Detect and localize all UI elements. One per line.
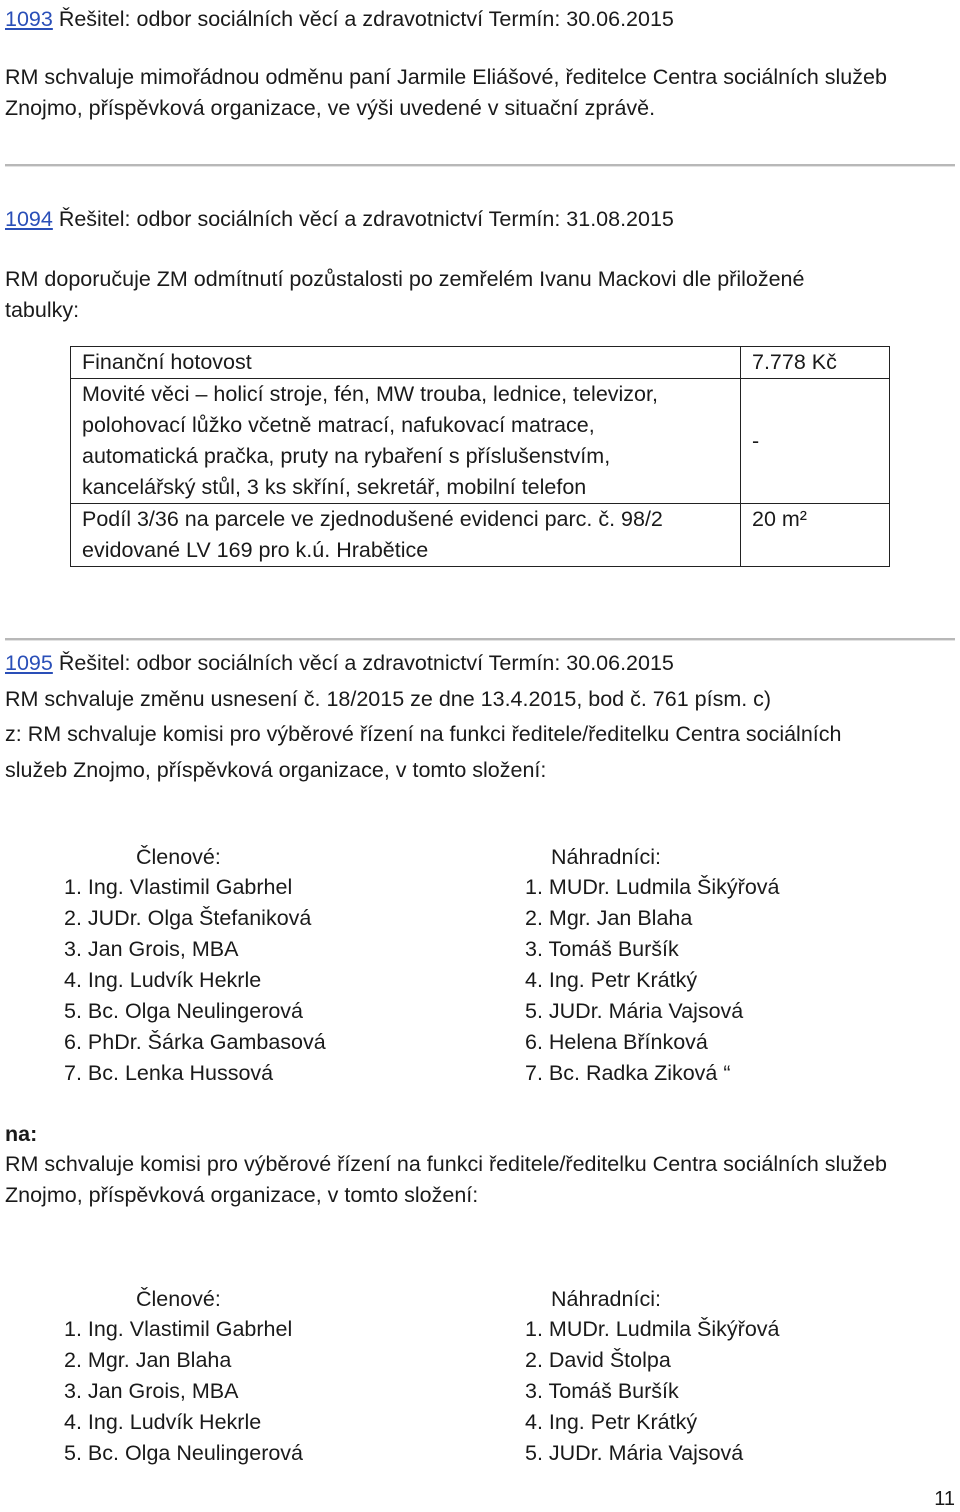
section-divider bbox=[5, 638, 955, 641]
estate-value: 20 m² bbox=[741, 504, 890, 567]
list-item: 3. Tomáš Buršík bbox=[525, 1379, 679, 1403]
list-item: 7. Bc. Lenka Hussová bbox=[64, 1061, 274, 1085]
list-item: 5. JUDr. Mária Vajsová bbox=[525, 999, 744, 1023]
list-item: 2. Mgr. Jan Blaha bbox=[525, 906, 693, 930]
estate-item: Podíl 3/36 na parcele ve zjednodušené evidenci parc. č. 98/2 evidované LV 169 pro k.ú. Hrabětice bbox=[71, 504, 741, 567]
list-item: 1. Ing. Vlastimil Gabrhel bbox=[64, 875, 293, 899]
substitutes-heading-new: Náhradníci: bbox=[551, 1287, 661, 1311]
resolution-1093-text-line-2: Znojmo, příspěvková organizace, ve výši uvedené v situační zprávě. bbox=[5, 96, 656, 120]
estate-row-movables bbox=[71, 379, 890, 504]
na-label: na: bbox=[5, 1122, 38, 1146]
list-item: 5. Bc. Olga Neulingerová bbox=[64, 1441, 304, 1465]
list-item: 5. Bc. Olga Neulingerová bbox=[64, 999, 304, 1023]
section-divider bbox=[5, 164, 955, 167]
resolution-1094-text-line-1: RM doporučuje ZM odmítnutí pozůstalosti po zemřelém Ivanu Mackovi dle přiložené bbox=[5, 267, 805, 291]
na-text-line-2: Znojmo, příspěvková organizace, v tomto složení: bbox=[5, 1183, 479, 1207]
list-item: 3. Jan Grois, MBA bbox=[64, 937, 239, 961]
list-item: 2. Mgr. Jan Blaha bbox=[64, 1348, 232, 1372]
resolution-1095-change-text: RM schvaluje změnu usnesení č. 18/2015 ze dne 13.4.2015, bod č. 761 písm. c) bbox=[5, 687, 772, 711]
estate-value: 7.778 Kč bbox=[741, 347, 890, 379]
substitutes-list-old bbox=[525, 872, 780, 1089]
resolution-1095-z-line-1: z: RM schvaluje komisi pro výběrové řízení na funkci ředitele/ředitelku Centra sociálních bbox=[5, 722, 842, 746]
na-text-line-1: RM schvaluje komisi pro výběrové řízení na funkci ředitele/ředitelku Centra sociálních služeb bbox=[5, 1152, 887, 1176]
page-number: 11 bbox=[934, 1488, 955, 1510]
list-item: 4. Ing. Ludvík Hekrle bbox=[64, 968, 262, 992]
list-item: 2. JUDr. Olga Štefaniková bbox=[64, 906, 312, 930]
list-item: 4. Ing. Ludvík Hekrle bbox=[64, 1410, 262, 1434]
list-item: 3. Jan Grois, MBA bbox=[64, 1379, 239, 1403]
substitutes-heading-old: Náhradníci: bbox=[551, 845, 661, 869]
list-item: 1. Ing. Vlastimil Gabrhel bbox=[64, 1317, 293, 1341]
resolution-1094-text-line-2: tabulky: bbox=[5, 298, 80, 322]
resolution-1094-responsible: Řešitel: odbor sociálních věcí a zdravotnictví Termín: 31.08.2015 bbox=[52, 207, 674, 231]
members-heading-new: Členové: bbox=[136, 1287, 221, 1311]
substitutes-list-new bbox=[525, 1314, 780, 1469]
estate-table bbox=[70, 346, 890, 567]
members-list-old bbox=[64, 872, 326, 1089]
resolution-1094-heading bbox=[5, 204, 674, 235]
list-item: 6. Helena Břínková bbox=[525, 1030, 708, 1054]
resolution-1093-link[interactable]: 1093 bbox=[5, 7, 53, 31]
estate-item: Movité věci – holicí stroje, fén, MW trouba, lednice, televizor, polohovací lůžko včetně matrací, nafukovací matrace, automatická pračka, pruty na rybaření s příslušenstvím, kancelářský stůl, 3 ks skříní, sekretář, mobilní telefon bbox=[71, 379, 741, 504]
estate-value: - bbox=[741, 379, 890, 504]
resolution-1095-link[interactable]: 1095 bbox=[5, 651, 53, 675]
resolution-1095-responsible: Řešitel: odbor sociálních věcí a zdravotnictví Termín: 30.06.2015 bbox=[52, 651, 674, 675]
list-item: 6. PhDr. Šárka Gambasová bbox=[64, 1030, 326, 1054]
resolution-1095-heading bbox=[5, 648, 674, 679]
estate-row-parcel-share bbox=[71, 504, 890, 567]
resolution-1095-z-line-2: služeb Znojmo, příspěvková organizace, v tomto složení: bbox=[5, 758, 547, 782]
list-item: 7. Bc. Radka Ziková “ bbox=[525, 1061, 731, 1085]
estate-row-cash bbox=[71, 347, 890, 379]
estate-item: Finanční hotovost bbox=[71, 347, 741, 379]
list-item: 2. David Štolpa bbox=[525, 1348, 671, 1372]
list-item: 4. Ing. Petr Krátký bbox=[525, 968, 698, 992]
resolution-1093-responsible: Řešitel: odbor sociálních věcí a zdravotnictví Termín: 30.06.2015 bbox=[52, 7, 674, 31]
list-item: 5. JUDr. Mária Vajsová bbox=[525, 1441, 744, 1465]
resolution-1093-heading bbox=[5, 4, 674, 35]
list-item: 1. MUDr. Ludmila Šikýřová bbox=[525, 875, 780, 899]
members-heading-old: Členové: bbox=[136, 845, 221, 869]
list-item: 4. Ing. Petr Krátký bbox=[525, 1410, 698, 1434]
list-item: 1. MUDr. Ludmila Šikýřová bbox=[525, 1317, 780, 1341]
resolution-1093-text-line-1: RM schvaluje mimořádnou odměnu paní Jarmile Eliášové, ředitelce Centra sociálních služeb bbox=[5, 65, 887, 89]
members-list-new bbox=[64, 1314, 303, 1469]
resolution-1094-link[interactable]: 1094 bbox=[5, 207, 53, 231]
list-item: 3. Tomáš Buršík bbox=[525, 937, 679, 961]
